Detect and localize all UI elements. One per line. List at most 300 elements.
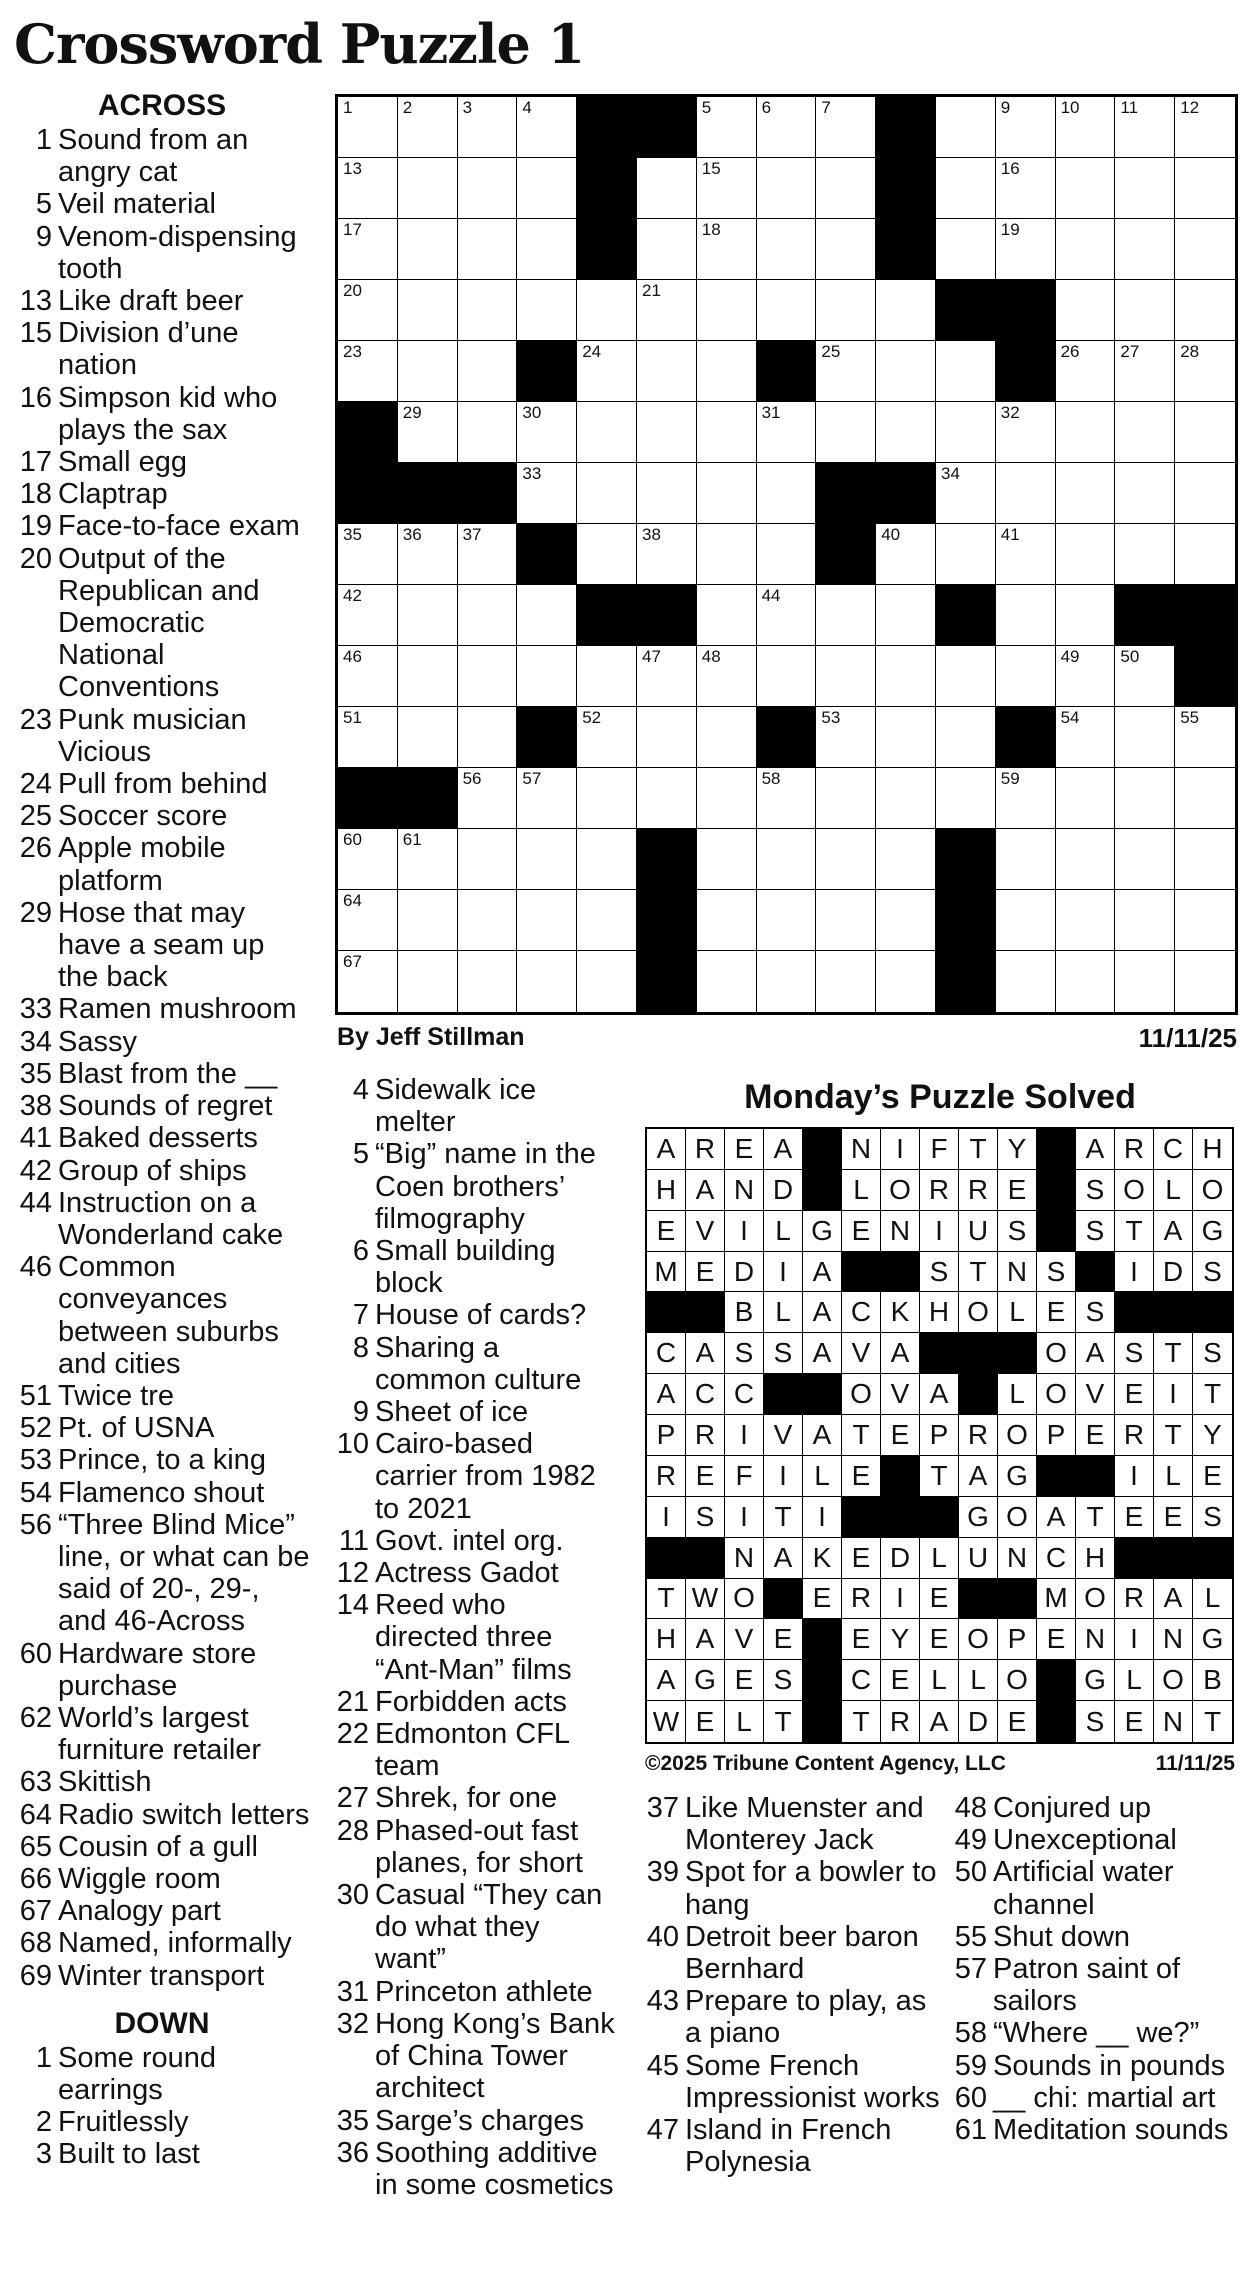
across-clue-41[interactable] xyxy=(12,1122,312,1154)
grid-cell[interactable] xyxy=(1115,402,1175,463)
grid-cell[interactable] xyxy=(1175,280,1235,341)
down-clue-12[interactable] xyxy=(326,1557,616,1589)
grid-cell[interactable] xyxy=(1115,158,1175,219)
across-clue-26[interactable] xyxy=(12,832,312,896)
cell-number: 24 xyxy=(582,342,602,361)
grid-cell[interactable] xyxy=(757,890,817,951)
grid-cell[interactable] xyxy=(577,341,637,402)
grid-cell[interactable] xyxy=(338,341,398,402)
grid-cell[interactable] xyxy=(398,646,458,707)
grid-cell[interactable] xyxy=(398,97,458,158)
across-clue-62[interactable] xyxy=(12,1702,312,1766)
down-clue-1[interactable] xyxy=(12,2042,312,2106)
grid-cell[interactable] xyxy=(577,646,637,707)
grid-cell[interactable] xyxy=(757,280,817,341)
grid-cell[interactable] xyxy=(876,890,936,951)
grid-cell[interactable] xyxy=(876,707,936,768)
across-clue-20[interactable] xyxy=(12,543,312,704)
down-clue-45[interactable] xyxy=(636,2050,946,2114)
grid-cell[interactable] xyxy=(816,707,876,768)
grid-cell[interactable] xyxy=(577,524,637,585)
grid-cell[interactable] xyxy=(936,341,996,402)
down-clue-60[interactable] xyxy=(944,2082,1244,2114)
cell-number: 30 xyxy=(522,403,542,422)
down-clue-48[interactable] xyxy=(944,1792,1244,1824)
clue-number: 51 xyxy=(19,1379,52,1412)
grid-cell[interactable] xyxy=(757,585,817,646)
grid-cell[interactable] xyxy=(398,341,458,402)
across-clue-66[interactable] xyxy=(12,1863,312,1895)
across-clue-35[interactable] xyxy=(12,1058,312,1090)
grid-cell[interactable] xyxy=(697,463,757,524)
grid-cell[interactable] xyxy=(398,890,458,951)
down-clue-22[interactable] xyxy=(326,1718,616,1782)
grid-cell[interactable] xyxy=(577,402,637,463)
down-clue-10[interactable] xyxy=(326,1428,616,1525)
grid-cell[interactable] xyxy=(338,890,398,951)
solution-letter: E xyxy=(1076,1415,1115,1456)
grid-cell[interactable] xyxy=(338,646,398,707)
across-clue-18[interactable] xyxy=(12,478,312,510)
grid-cell[interactable] xyxy=(1115,951,1175,1012)
grid-cell[interactable] xyxy=(697,402,757,463)
grid-cell[interactable] xyxy=(338,951,398,1012)
grid-cell[interactable] xyxy=(697,219,757,280)
grid-cell[interactable] xyxy=(757,463,817,524)
across-clue-69[interactable] xyxy=(12,1960,312,1992)
grid-cell[interactable] xyxy=(517,585,577,646)
grid-cell[interactable] xyxy=(757,768,817,829)
down-clue-49[interactable] xyxy=(944,1824,1244,1856)
down-clue-6[interactable] xyxy=(326,1235,616,1299)
grid-cell[interactable] xyxy=(398,524,458,585)
cell-number: 26 xyxy=(1060,342,1080,361)
grid-cell[interactable] xyxy=(936,463,996,524)
grid-cell[interactable] xyxy=(1175,219,1235,280)
grid-cell[interactable] xyxy=(458,524,518,585)
grid-cell[interactable] xyxy=(996,463,1056,524)
solution-letter: T xyxy=(1154,1415,1193,1456)
grid-cell[interactable] xyxy=(996,524,1056,585)
grid-cell[interactable] xyxy=(1056,951,1116,1012)
grid-cell[interactable] xyxy=(517,463,577,524)
across-clue-56[interactable] xyxy=(12,1509,312,1638)
down-clue-7[interactable] xyxy=(326,1299,616,1331)
grid-cell[interactable] xyxy=(637,158,697,219)
solution-letter: B xyxy=(725,1292,764,1333)
grid-cell[interactable] xyxy=(398,707,458,768)
grid-cell[interactable] xyxy=(517,158,577,219)
grid-cell[interactable] xyxy=(816,219,876,280)
down-clue-30[interactable] xyxy=(326,1879,616,1976)
grid-cell[interactable] xyxy=(458,158,518,219)
across-clue-33[interactable] xyxy=(12,993,312,1025)
grid-cell[interactable] xyxy=(757,402,817,463)
down-clue-61[interactable] xyxy=(944,2114,1244,2146)
down-clue-39[interactable] xyxy=(636,1856,946,1920)
grid-cell[interactable] xyxy=(398,402,458,463)
grid-cell[interactable] xyxy=(637,768,697,829)
grid-cell[interactable] xyxy=(458,280,518,341)
across-clue-65[interactable] xyxy=(12,1831,312,1863)
grid-cell[interactable] xyxy=(338,280,398,341)
grid-cell[interactable] xyxy=(637,463,697,524)
grid-cell[interactable] xyxy=(577,280,637,341)
down-clue-59[interactable] xyxy=(944,2050,1244,2082)
across-clue-60[interactable] xyxy=(12,1638,312,1702)
black-square xyxy=(637,97,697,158)
black-square xyxy=(996,341,1056,402)
grid-cell[interactable] xyxy=(816,402,876,463)
across-clue-1[interactable] xyxy=(12,124,312,188)
solution-letter: N xyxy=(725,1170,764,1211)
down-clue-50[interactable] xyxy=(944,1856,1244,1920)
grid-cell[interactable] xyxy=(517,97,577,158)
grid-cell[interactable] xyxy=(517,280,577,341)
down-clue-14[interactable] xyxy=(326,1589,616,1686)
grid-cell[interactable] xyxy=(996,158,1056,219)
grid-cell[interactable] xyxy=(1056,402,1116,463)
grid-cell[interactable] xyxy=(637,280,697,341)
down-clue-4[interactable] xyxy=(326,1074,616,1138)
clue-number: 26 xyxy=(19,832,52,865)
grid-cell[interactable] xyxy=(1175,97,1235,158)
cell-number: 53 xyxy=(821,708,841,727)
across-clue-51[interactable] xyxy=(12,1380,312,1412)
grid-cell[interactable] xyxy=(637,219,697,280)
grid-cell[interactable] xyxy=(876,585,936,646)
grid-cell[interactable] xyxy=(517,890,577,951)
solution-letter: P xyxy=(1037,1415,1076,1456)
grid-cell[interactable] xyxy=(697,585,757,646)
grid-cell[interactable] xyxy=(517,219,577,280)
grid-cell[interactable] xyxy=(458,585,518,646)
grid-cell[interactable] xyxy=(996,97,1056,158)
grid-cell[interactable] xyxy=(1056,341,1116,402)
down-clue-40[interactable] xyxy=(636,1921,946,1985)
grid-cell[interactable] xyxy=(936,219,996,280)
grid-cell[interactable] xyxy=(338,524,398,585)
clue-number: 24 xyxy=(19,768,52,801)
grid-cell[interactable] xyxy=(697,768,757,829)
grid-cell[interactable] xyxy=(458,707,518,768)
down-clue-32[interactable] xyxy=(326,2008,616,2105)
grid-cell[interactable] xyxy=(338,585,398,646)
down-clue-58[interactable] xyxy=(944,2017,1244,2049)
across-clue-67[interactable] xyxy=(12,1895,312,1927)
grid-cell[interactable] xyxy=(996,219,1056,280)
solution-letter: E xyxy=(725,1660,764,1701)
grid-cell[interactable] xyxy=(398,951,458,1012)
grid-cell[interactable] xyxy=(458,341,518,402)
grid-cell[interactable] xyxy=(876,829,936,890)
grid-cell[interactable] xyxy=(876,768,936,829)
grid-cell[interactable] xyxy=(757,219,817,280)
solution-letter: L xyxy=(764,1211,803,1252)
grid-cell[interactable] xyxy=(1056,585,1116,646)
grid-cell[interactable] xyxy=(517,829,577,890)
grid-cell[interactable] xyxy=(637,707,697,768)
grid-cell[interactable] xyxy=(1056,219,1116,280)
grid-cell[interactable] xyxy=(697,97,757,158)
grid-cell[interactable] xyxy=(517,768,577,829)
grid-cell[interactable] xyxy=(816,585,876,646)
down-clue-27[interactable] xyxy=(326,1782,616,1814)
solution-letter: E xyxy=(725,1129,764,1170)
down-clue-9[interactable] xyxy=(326,1396,616,1428)
across-clue-42[interactable] xyxy=(12,1155,312,1187)
down-clue-55[interactable] xyxy=(944,1921,1244,1953)
grid-cell[interactable] xyxy=(517,646,577,707)
grid-cell[interactable] xyxy=(1056,280,1116,341)
clue-text: Prepare to play, as a piano xyxy=(685,1985,927,2050)
down-clue-35[interactable] xyxy=(326,2105,616,2137)
solution-letter: F xyxy=(725,1456,764,1497)
grid-cell[interactable] xyxy=(936,158,996,219)
grid-cell[interactable] xyxy=(338,219,398,280)
grid-cell[interactable] xyxy=(816,646,876,707)
solution-letter: M xyxy=(647,1252,686,1293)
grid-cell[interactable] xyxy=(757,524,817,585)
grid-cell[interactable] xyxy=(697,341,757,402)
grid-cell[interactable] xyxy=(637,341,697,402)
solution-letter: C xyxy=(1037,1538,1076,1579)
grid-cell[interactable] xyxy=(697,158,757,219)
grid-cell[interactable] xyxy=(577,890,637,951)
down-clue-5[interactable] xyxy=(326,1138,616,1235)
across-clue-34[interactable] xyxy=(12,1026,312,1058)
across-clue-5[interactable] xyxy=(12,188,312,220)
grid-cell[interactable] xyxy=(517,951,577,1012)
across-clue-24[interactable] xyxy=(12,768,312,800)
copyright: ©2025 Tribune Content Agency, LLC xyxy=(645,1752,1006,1775)
grid-cell[interactable] xyxy=(1175,768,1235,829)
grid-cell[interactable] xyxy=(697,951,757,1012)
grid-cell[interactable] xyxy=(338,158,398,219)
grid-cell[interactable] xyxy=(1056,829,1116,890)
clue-number: 16 xyxy=(19,381,52,414)
grid-cell[interactable] xyxy=(1175,707,1235,768)
grid-cell[interactable] xyxy=(936,707,996,768)
clue-number: 52 xyxy=(19,1412,52,1445)
grid-cell[interactable] xyxy=(876,646,936,707)
grid-cell[interactable] xyxy=(1175,402,1235,463)
grid-cell[interactable] xyxy=(936,768,996,829)
across-clue-15[interactable] xyxy=(12,317,312,381)
down-clue-3[interactable] xyxy=(12,2138,312,2170)
grid-cell[interactable] xyxy=(996,768,1056,829)
grid-cell[interactable] xyxy=(1115,646,1175,707)
grid-cell[interactable] xyxy=(996,585,1056,646)
grid-cell[interactable] xyxy=(577,768,637,829)
grid-cell[interactable] xyxy=(697,890,757,951)
solution-letter: G xyxy=(959,1497,998,1538)
grid-cell[interactable] xyxy=(876,402,936,463)
across-clue-13[interactable] xyxy=(12,285,312,317)
grid-cell[interactable] xyxy=(637,646,697,707)
grid-cell[interactable] xyxy=(816,829,876,890)
down-clue-2[interactable] xyxy=(12,2106,312,2138)
grid-cell[interactable] xyxy=(697,829,757,890)
solution-letter: L xyxy=(725,1701,764,1742)
across-clue-44[interactable] xyxy=(12,1187,312,1251)
solution-letter: R xyxy=(686,1129,725,1170)
across-clue-52[interactable] xyxy=(12,1412,312,1444)
across-clue-29[interactable] xyxy=(12,897,312,994)
down-clue-57[interactable] xyxy=(944,1953,1244,2017)
down-clue-31[interactable] xyxy=(326,1976,616,2008)
grid-cell[interactable] xyxy=(458,768,518,829)
grid-cell[interactable] xyxy=(517,402,577,463)
grid-cell[interactable] xyxy=(458,219,518,280)
across-clue-9[interactable] xyxy=(12,221,312,285)
grid-cell[interactable] xyxy=(1056,707,1116,768)
across-clue-68[interactable] xyxy=(12,1927,312,1959)
down-clue-8[interactable] xyxy=(326,1332,616,1396)
down-clue-37[interactable] xyxy=(636,1792,946,1856)
grid-cell[interactable] xyxy=(1175,829,1235,890)
across-clue-25[interactable] xyxy=(12,800,312,832)
cell-number: 58 xyxy=(761,769,781,788)
grid-cell[interactable] xyxy=(398,280,458,341)
grid-cell[interactable] xyxy=(936,402,996,463)
black-square xyxy=(996,707,1056,768)
grid-cell[interactable] xyxy=(398,829,458,890)
grid-cell[interactable] xyxy=(996,951,1056,1012)
grid-cell[interactable] xyxy=(1056,158,1116,219)
solution-letter: I xyxy=(764,1456,803,1497)
grid-cell[interactable] xyxy=(398,158,458,219)
across-clue-16[interactable] xyxy=(12,382,312,446)
across-clue-19[interactable] xyxy=(12,510,312,542)
grid-cell[interactable] xyxy=(1175,158,1235,219)
grid-cell[interactable] xyxy=(1115,768,1175,829)
grid-cell[interactable] xyxy=(816,97,876,158)
grid-cell[interactable] xyxy=(876,341,936,402)
grid-cell[interactable] xyxy=(757,97,817,158)
across-clue-64[interactable] xyxy=(12,1799,312,1831)
grid-cell[interactable] xyxy=(816,768,876,829)
grid-cell[interactable] xyxy=(338,97,398,158)
solution-letter: A xyxy=(1154,1211,1193,1252)
grid-cell[interactable] xyxy=(1115,829,1175,890)
grid-cell[interactable] xyxy=(876,524,936,585)
across-clue-63[interactable] xyxy=(12,1766,312,1798)
grid-cell[interactable] xyxy=(1056,524,1116,585)
grid-cell[interactable] xyxy=(577,951,637,1012)
grid-cell[interactable] xyxy=(1115,463,1175,524)
grid-cell[interactable] xyxy=(1115,524,1175,585)
grid-cell[interactable] xyxy=(577,707,637,768)
grid-cell[interactable] xyxy=(1115,280,1175,341)
across-clue-23[interactable] xyxy=(12,704,312,768)
grid-cell[interactable] xyxy=(1056,463,1116,524)
grid-cell[interactable] xyxy=(458,829,518,890)
grid-cell[interactable] xyxy=(757,829,817,890)
grid-cell[interactable] xyxy=(1115,97,1175,158)
grid-cell[interactable] xyxy=(338,829,398,890)
grid-cell[interactable] xyxy=(757,951,817,1012)
grid-cell[interactable] xyxy=(1056,97,1116,158)
grid-cell[interactable] xyxy=(936,646,996,707)
grid-cell[interactable] xyxy=(816,951,876,1012)
crossword-grid[interactable] xyxy=(335,94,1238,1015)
across-clue-53[interactable] xyxy=(12,1444,312,1476)
grid-cell[interactable] xyxy=(816,158,876,219)
across-header: ACROSS xyxy=(97,89,227,122)
grid-cell[interactable] xyxy=(1115,707,1175,768)
grid-cell[interactable] xyxy=(458,646,518,707)
grid-cell[interactable] xyxy=(757,646,817,707)
grid-cell[interactable] xyxy=(458,97,518,158)
grid-cell[interactable] xyxy=(876,280,936,341)
grid-cell[interactable] xyxy=(816,280,876,341)
across-clue-46[interactable] xyxy=(12,1251,312,1380)
cell-number: 49 xyxy=(1060,647,1080,666)
across-clue-38[interactable] xyxy=(12,1090,312,1122)
grid-cell[interactable] xyxy=(1056,890,1116,951)
grid-cell[interactable] xyxy=(398,219,458,280)
down-clue-28[interactable] xyxy=(326,1815,616,1879)
down-clue-11[interactable] xyxy=(326,1525,616,1557)
grid-cell[interactable] xyxy=(1115,890,1175,951)
grid-cell[interactable] xyxy=(458,890,518,951)
grid-cell[interactable] xyxy=(1175,524,1235,585)
grid-cell[interactable] xyxy=(816,341,876,402)
grid-cell[interactable] xyxy=(996,402,1056,463)
grid-cell[interactable] xyxy=(936,524,996,585)
grid-cell[interactable] xyxy=(757,158,817,219)
down-clue-43[interactable] xyxy=(636,1985,946,2049)
grid-cell[interactable] xyxy=(1115,219,1175,280)
grid-cell[interactable] xyxy=(697,280,757,341)
grid-cell[interactable] xyxy=(577,829,637,890)
grid-cell[interactable] xyxy=(936,97,996,158)
grid-cell[interactable] xyxy=(697,524,757,585)
grid-cell[interactable] xyxy=(1175,341,1235,402)
cell-number: 32 xyxy=(1000,403,1020,422)
grid-cell[interactable] xyxy=(637,524,697,585)
grid-cell[interactable] xyxy=(1115,341,1175,402)
grid-cell[interactable] xyxy=(1056,646,1116,707)
clue-number: 62 xyxy=(19,1701,52,1734)
grid-cell[interactable] xyxy=(996,890,1056,951)
grid-cell[interactable] xyxy=(398,585,458,646)
grid-cell[interactable] xyxy=(458,951,518,1012)
grid-cell[interactable] xyxy=(697,707,757,768)
down-clue-36[interactable] xyxy=(326,2137,616,2201)
grid-cell[interactable] xyxy=(697,646,757,707)
grid-cell[interactable] xyxy=(996,829,1056,890)
grid-cell[interactable] xyxy=(876,951,936,1012)
grid-cell[interactable] xyxy=(1056,768,1116,829)
grid-cell[interactable] xyxy=(338,707,398,768)
grid-cell[interactable] xyxy=(1175,890,1235,951)
grid-cell[interactable] xyxy=(637,402,697,463)
grid-cell[interactable] xyxy=(577,463,637,524)
grid-cell[interactable] xyxy=(996,646,1056,707)
grid-cell[interactable] xyxy=(816,890,876,951)
grid-cell[interactable] xyxy=(458,402,518,463)
solution-black-square xyxy=(842,1252,881,1293)
down-clue-47[interactable] xyxy=(636,2114,946,2178)
clue-number: 9 xyxy=(35,220,52,253)
grid-cell[interactable] xyxy=(1175,463,1235,524)
grid-cell[interactable] xyxy=(1175,951,1235,1012)
down-clue-21[interactable] xyxy=(326,1686,616,1718)
across-clue-17[interactable] xyxy=(12,446,312,478)
across-clue-54[interactable] xyxy=(12,1477,312,1509)
